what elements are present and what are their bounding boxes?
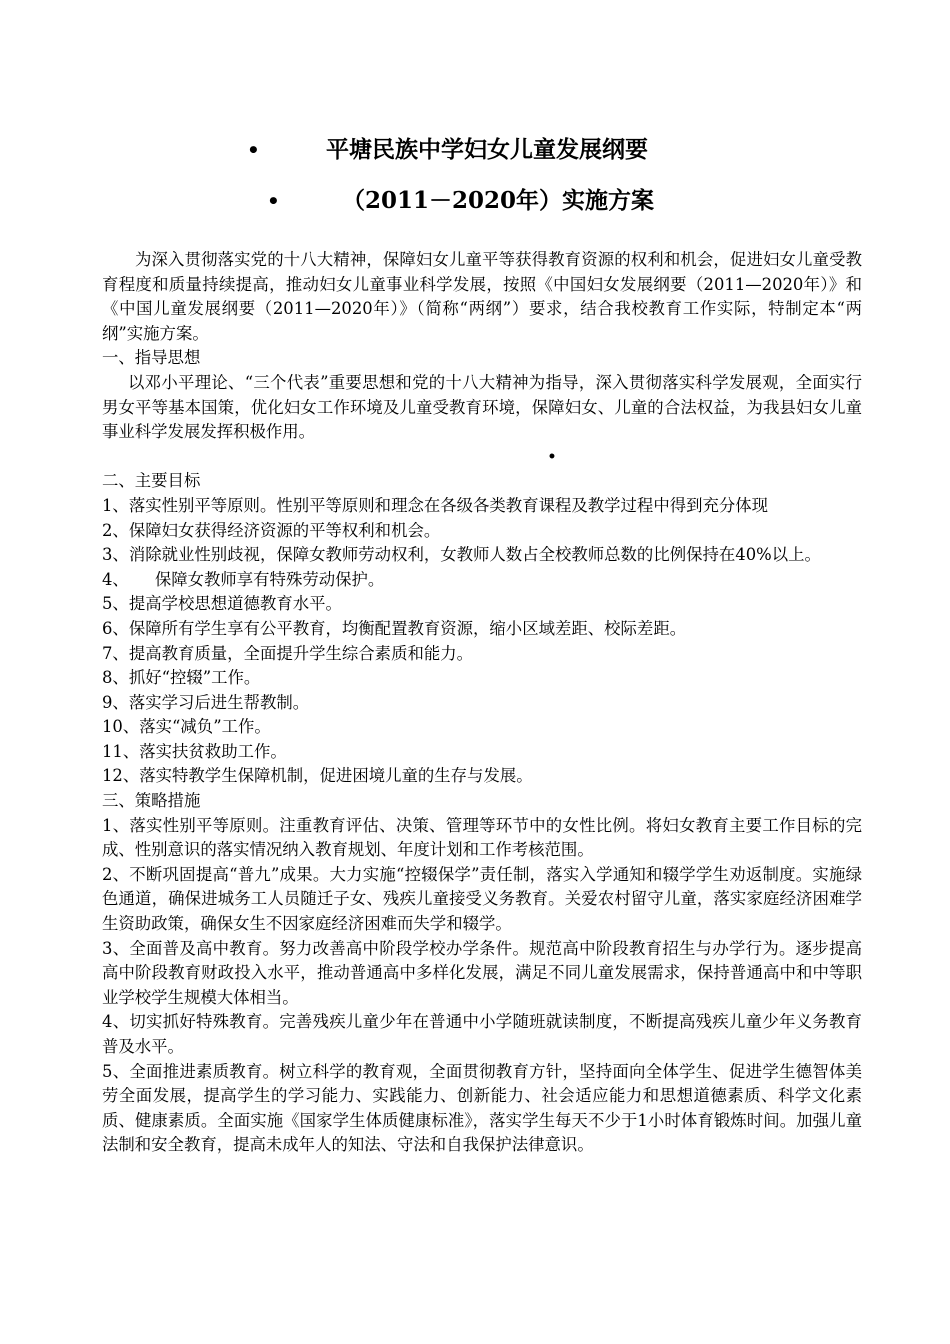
goal-item: 9、落实学习后进生帮教制。: [102, 692, 310, 712]
goal-item: 6、保障所有学生享有公平教育，均衡配置教育资源，缩小区域差距、校际差距。: [102, 618, 687, 638]
bullet-icon: •: [547, 448, 557, 465]
bullet-icon: •: [247, 138, 260, 162]
goal-item: [102, 568, 862, 593]
goal-item: 2、保障妇女获得经济资源的平等权利和机会。: [102, 520, 441, 540]
bullet-icon: •: [267, 189, 280, 213]
goal-item: 10、落实“减负”工作。: [102, 717, 271, 737]
goal-item: 12、落实特教学生保障机制，促进困境儿童的生存与发展。: [102, 766, 533, 786]
section-heading-guiding-ideology: 一、指导思想: [102, 348, 201, 368]
goal-item: 1、落实性别平等原则。性别平等原则和理念在各级各类教育课程及教学过程中得到充分体现: [102, 495, 769, 515]
measure-item: 5、全面推进素质教育。树立科学的教育观，全面贯彻教育方针，坚持面向全体学生、促进学生德智体美劳全面发展，提高学生的学习能力、实践能力、创新能力、社会适应能力和思想道德素质、科学文化素质、健康素质。全面实施《国家学生体质健康标准》，落实学生每天不少于1小时体育锻炼时间。加强儿童法制和安全教育，提高未成年人的知法、守法和自我保护法律意识。: [102, 1061, 862, 1155]
section-heading-main-goals: 二、主要目标: [102, 471, 201, 491]
goal-text: 保障女教师享有特殊劳动保护。: [154, 569, 385, 589]
measure-item: 1、落实性别平等原则。注重教育评估、决策、管理等环节中的女性比例。将妇女教育主要工作目标的完成、性别意识的落实情况纳入教育规划、年度计划和工作考核范围。: [102, 815, 862, 860]
goal-number: 4、: [102, 569, 129, 589]
measure-item: 3、全面普及高中教育。努力改善高中阶段学校办学条件。规范高中阶段教育招生与办学行为。逐步提高高中阶段教育财政投入水平，推动普通高中多样化发展，满足不同儿童发展需求，保持普通高中和中等职业学校学生规模大体相当。: [102, 938, 862, 1007]
goal-item: 8、抓好“控辍”工作。: [102, 668, 261, 688]
goal-item: 5、提高学校思想道德教育水平。: [102, 594, 342, 614]
measure-item: 2、不断巩固提高“普九”成果。大力实施“控辍保学”责任制，落实入学通知和辍学学生劝返制度。实施绿色通道，确保进城务工人员随迁子女、残疾儿童接受义务教育。关爱农村留守儿童，落实家庭经济困难学生资助政策，确保女生不因家庭经济困难而失学和辍学。: [102, 864, 862, 934]
guiding-ideology-paragraph: 以邓小平理论、“三个代表”重要思想和党的十八大精神为指导，深入贯彻落实科学发展观，全面实行男女平等基本国策，优化妇女工作环境及儿童受教育环境，保障妇女、儿童的合法权益，为我县妇女儿童事业科学发展发挥积极作用。: [102, 372, 862, 442]
measure-item: 4、切实抓好特殊教育。完善残疾儿童少年在普通中小学随班就读制度，不断提高残疾儿童少年义务教育普及水平。: [102, 1012, 862, 1056]
document-body: [102, 248, 862, 1158]
goal-item: 7、提高教育质量，全面提升学生综合素质和能力。: [102, 643, 474, 663]
goal-item: 3、消除就业性别歧视，保障女教师劳动权利，女教师人数占全校教师总数的比例保持在40%以上。: [102, 545, 821, 565]
goal-item: 11、落实扶贫救助工作。: [102, 741, 287, 761]
document-title-line-1: 平塘民族中学妇女儿童发展纲要: [326, 136, 648, 163]
intro-paragraph: 为深入贯彻落实党的十八大精神，保障妇女儿童平等获得教育资源的权利和机会，促进妇女儿童受教育程度和质量持续提高，推动妇女儿童事业科学发展，按照《中国妇女发展纲要（2011—2020年）》和《中国儿童发展纲要（2011—2020年）》（简称“两纲”）要求，结合我校教育工作实际，特制定本“两纲”实施方案。: [102, 250, 862, 343]
document-title-line-2: （2011－2020年）实施方案: [342, 187, 655, 214]
section-heading-strategies: 三、策略措施: [102, 791, 201, 811]
